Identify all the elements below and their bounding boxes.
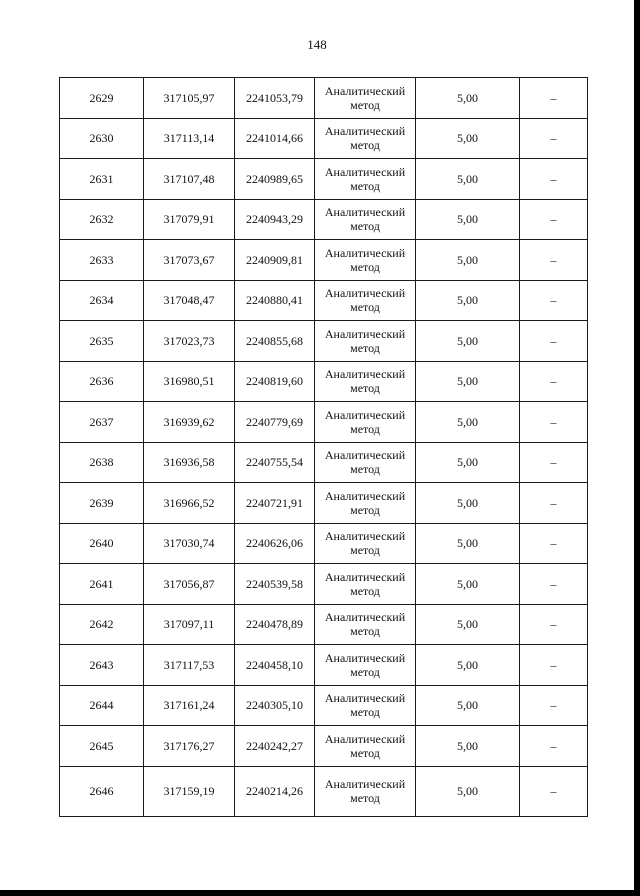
method-text: Аналитический метод: [324, 488, 406, 517]
method-cell: [315, 402, 416, 443]
note-cell: [520, 442, 588, 483]
x-coordinate-cell: [144, 361, 235, 402]
note-cell: [520, 402, 588, 443]
method-cell: [315, 321, 416, 362]
y-coordinate-text: 2240779,69: [246, 414, 303, 429]
table-row: [60, 645, 588, 686]
note-cell: [520, 483, 588, 524]
method-cell: [315, 361, 416, 402]
method-cell: [315, 159, 416, 200]
accuracy-cell: [416, 564, 520, 605]
y-coordinate-cell: [235, 442, 315, 483]
table-row: [60, 361, 588, 402]
table-row: [60, 321, 588, 362]
method-text: Аналитический метод: [324, 245, 406, 274]
method-cell: [315, 726, 416, 767]
method-cell: [315, 240, 416, 281]
point-number-text: 2634: [89, 293, 114, 308]
y-coordinate-text: 2240242,27: [246, 738, 303, 753]
note-text: –: [550, 657, 557, 672]
point-number-cell: [60, 199, 144, 240]
y-coordinate-cell: [235, 361, 315, 402]
table-row: [60, 564, 588, 605]
point-number-cell: [60, 240, 144, 281]
point-number-cell: [60, 442, 144, 483]
point-number-text: 2638: [89, 455, 114, 470]
accuracy-text: 5,00: [457, 495, 478, 510]
y-coordinate-cell: [235, 402, 315, 443]
x-coordinate-text: 317105,97: [163, 90, 215, 105]
accuracy-cell: [416, 361, 520, 402]
note-cell: [520, 604, 588, 645]
note-text: –: [550, 333, 557, 348]
y-coordinate-text: 2240880,41: [246, 293, 303, 308]
x-coordinate-text: 317176,27: [163, 738, 215, 753]
note-text: –: [550, 784, 557, 798]
point-number-cell: [60, 766, 144, 816]
accuracy-text: 5,00: [457, 576, 478, 591]
point-number-text: 2633: [89, 252, 114, 267]
method-text: Аналитический метод: [324, 367, 406, 396]
x-coordinate-cell: [144, 685, 235, 726]
y-coordinate-text: 2240458,10: [246, 657, 303, 672]
point-number-cell: [60, 78, 144, 119]
point-number-text: 2629: [89, 90, 114, 105]
point-number-cell: [60, 523, 144, 564]
y-coordinate-text: 2240214,26: [246, 784, 303, 798]
point-number-text: 2630: [89, 131, 114, 146]
y-coordinate-cell: [235, 604, 315, 645]
table-row: [60, 199, 588, 240]
point-number-text: 2631: [89, 171, 114, 186]
accuracy-text: 5,00: [457, 90, 478, 105]
y-coordinate-text: 2240478,89: [246, 617, 303, 632]
note-cell: [520, 280, 588, 321]
note-cell: [520, 240, 588, 281]
accuracy-cell: [416, 280, 520, 321]
point-number-cell: [60, 726, 144, 767]
point-number-cell: [60, 361, 144, 402]
x-coordinate-cell: [144, 199, 235, 240]
accuracy-text: 5,00: [457, 252, 478, 267]
y-coordinate-text: 2240943,29: [246, 212, 303, 227]
x-coordinate-cell: [144, 483, 235, 524]
y-coordinate-cell: [235, 523, 315, 564]
point-number-cell: [60, 321, 144, 362]
point-number-text: 2642: [89, 617, 114, 632]
x-coordinate-text: 316966,52: [163, 495, 215, 510]
x-coordinate-text: 317048,47: [163, 293, 215, 308]
note-cell: [520, 564, 588, 605]
x-coordinate-cell: [144, 523, 235, 564]
x-coordinate-cell: [144, 321, 235, 362]
table-row: [60, 240, 588, 281]
table-row: [60, 483, 588, 524]
x-coordinate-cell: [144, 442, 235, 483]
x-coordinate-text: 316980,51: [163, 374, 215, 389]
point-number-text: 2632: [89, 212, 114, 227]
accuracy-text: 5,00: [457, 131, 478, 146]
accuracy-cell: [416, 159, 520, 200]
note-text: –: [550, 131, 557, 146]
x-coordinate-text: 317159,19: [163, 784, 215, 798]
accuracy-text: 5,00: [457, 738, 478, 753]
method-cell: [315, 685, 416, 726]
x-coordinate-cell: [144, 645, 235, 686]
method-cell: [315, 645, 416, 686]
table-row: [60, 685, 588, 726]
x-coordinate-cell: [144, 726, 235, 767]
point-number-text: 2644: [89, 698, 114, 713]
method-text: Аналитический метод: [324, 731, 406, 760]
x-coordinate-cell: [144, 159, 235, 200]
accuracy-text: 5,00: [457, 455, 478, 470]
accuracy-cell: [416, 483, 520, 524]
method-text: Аналитический метод: [324, 407, 406, 436]
accuracy-text: 5,00: [457, 293, 478, 308]
note-cell: [520, 321, 588, 362]
accuracy-text: 5,00: [457, 536, 478, 551]
method-cell: [315, 280, 416, 321]
table-row: [60, 442, 588, 483]
point-number-text: 2645: [89, 738, 114, 753]
point-number-text: 2636: [89, 374, 114, 389]
note-cell: [520, 199, 588, 240]
accuracy-text: 5,00: [457, 171, 478, 186]
table-row: [60, 402, 588, 443]
y-coordinate-cell: [235, 159, 315, 200]
note-cell: [520, 118, 588, 159]
note-text: –: [550, 212, 557, 227]
accuracy-cell: [416, 442, 520, 483]
x-coordinate-text: 317079,91: [163, 212, 215, 227]
accuracy-text: 5,00: [457, 333, 478, 348]
x-coordinate-text: 316936,58: [163, 455, 215, 470]
note-cell: [520, 766, 588, 816]
y-coordinate-cell: [235, 321, 315, 362]
coordinates-table-body: [60, 78, 588, 817]
y-coordinate-cell: [235, 645, 315, 686]
note-text: –: [550, 738, 557, 753]
table-row: [60, 523, 588, 564]
method-text: Аналитический метод: [324, 83, 406, 112]
accuracy-cell: [416, 604, 520, 645]
note-text: –: [550, 495, 557, 510]
accuracy-cell: [416, 402, 520, 443]
x-coordinate-text: 317117,53: [163, 657, 215, 672]
note-text: –: [550, 414, 557, 429]
point-number-cell: [60, 564, 144, 605]
x-coordinate-text: 317023,73: [163, 333, 215, 348]
accuracy-cell: [416, 118, 520, 159]
x-coordinate-text: 317097,11: [163, 617, 215, 632]
accuracy-text: 5,00: [457, 657, 478, 672]
x-coordinate-text: 317107,48: [163, 171, 215, 186]
accuracy-cell: [416, 523, 520, 564]
note-cell: [520, 726, 588, 767]
y-coordinate-text: 2240989,65: [246, 171, 303, 186]
y-coordinate-text: 2241053,79: [246, 90, 303, 105]
accuracy-text: 5,00: [457, 414, 478, 429]
note-text: –: [550, 617, 557, 632]
x-coordinate-cell: [144, 78, 235, 119]
note-text: –: [550, 90, 557, 105]
method-cell: [315, 442, 416, 483]
method-cell: [315, 118, 416, 159]
table-row: [60, 159, 588, 200]
accuracy-cell: [416, 685, 520, 726]
method-text: Аналитический метод: [324, 164, 406, 193]
accuracy-cell: [416, 645, 520, 686]
method-cell: [315, 523, 416, 564]
accuracy-cell: [416, 78, 520, 119]
point-number-text: 2641: [89, 576, 114, 591]
note-cell: [520, 159, 588, 200]
method-cell: [315, 78, 416, 119]
table-row: [60, 118, 588, 159]
note-cell: [520, 685, 588, 726]
note-cell: [520, 361, 588, 402]
x-coordinate-cell: [144, 118, 235, 159]
accuracy-text: 5,00: [457, 784, 478, 798]
method-cell: [315, 604, 416, 645]
x-coordinate-cell: [144, 766, 235, 816]
x-coordinate-cell: [144, 604, 235, 645]
method-text: Аналитический метод: [324, 569, 406, 598]
x-coordinate-text: 317161,24: [163, 698, 215, 713]
accuracy-text: 5,00: [457, 374, 478, 389]
y-coordinate-cell: [235, 564, 315, 605]
accuracy-cell: [416, 766, 520, 816]
point-number-cell: [60, 280, 144, 321]
y-coordinate-text: 2240755,54: [246, 455, 303, 470]
accuracy-cell: [416, 199, 520, 240]
y-coordinate-text: 2240626,06: [246, 536, 303, 551]
accuracy-cell: [416, 726, 520, 767]
x-coordinate-text: 317030,74: [163, 536, 215, 551]
point-number-cell: [60, 483, 144, 524]
accuracy-cell: [416, 240, 520, 281]
method-text: Аналитический метод: [324, 529, 406, 558]
x-coordinate-cell: [144, 402, 235, 443]
y-coordinate-cell: [235, 280, 315, 321]
point-number-text: 2639: [89, 495, 114, 510]
point-number-text: 2646: [89, 784, 114, 798]
y-coordinate-cell: [235, 240, 315, 281]
accuracy-text: 5,00: [457, 212, 478, 227]
point-number-cell: [60, 685, 144, 726]
note-cell: [520, 523, 588, 564]
x-coordinate-text: 317073,67: [163, 252, 215, 267]
method-text: Аналитический метод: [324, 286, 406, 315]
coordinates-table: [59, 77, 588, 817]
accuracy-cell: [416, 321, 520, 362]
note-text: –: [550, 455, 557, 470]
note-text: –: [550, 536, 557, 551]
x-coordinate-text: 316939,62: [163, 414, 215, 429]
method-text: Аналитический метод: [324, 777, 406, 805]
point-number-text: 2637: [89, 414, 114, 429]
point-number-text: 2640: [89, 536, 114, 551]
x-coordinate-text: 317056,87: [163, 576, 215, 591]
page-number: 148: [307, 37, 327, 52]
note-text: –: [550, 576, 557, 591]
x-coordinate-cell: [144, 240, 235, 281]
note-cell: [520, 78, 588, 119]
x-coordinate-cell: [144, 564, 235, 605]
note-text: –: [550, 293, 557, 308]
point-number-cell: [60, 159, 144, 200]
point-number-text: 2643: [89, 657, 114, 672]
method-cell: [315, 483, 416, 524]
method-cell: [315, 766, 416, 816]
method-text: Аналитический метод: [324, 610, 406, 639]
table-row: [60, 78, 588, 119]
note-text: –: [550, 171, 557, 186]
method-text: Аналитический метод: [324, 448, 406, 477]
y-coordinate-cell: [235, 685, 315, 726]
y-coordinate-text: 2240819,60: [246, 374, 303, 389]
method-cell: [315, 564, 416, 605]
y-coordinate-cell: [235, 199, 315, 240]
table-row: [60, 604, 588, 645]
y-coordinate-cell: [235, 78, 315, 119]
y-coordinate-text: 2240721,91: [246, 495, 303, 510]
y-coordinate-text: 2240305,10: [246, 698, 303, 713]
point-number-cell: [60, 402, 144, 443]
note-text: –: [550, 252, 557, 267]
note-text: –: [550, 374, 557, 389]
method-text: Аналитический метод: [324, 691, 406, 720]
note-cell: [520, 645, 588, 686]
method-text: Аналитический метод: [324, 124, 406, 153]
y-coordinate-cell: [235, 483, 315, 524]
y-coordinate-cell: [235, 766, 315, 816]
x-coordinate-text: 317113,14: [163, 131, 215, 146]
table-row: [60, 726, 588, 767]
accuracy-text: 5,00: [457, 698, 478, 713]
point-number-cell: [60, 118, 144, 159]
note-text: –: [550, 698, 557, 713]
accuracy-text: 5,00: [457, 617, 478, 632]
y-coordinate-text: 2240909,81: [246, 252, 303, 267]
point-number-cell: [60, 604, 144, 645]
y-coordinate-text: 2240539,58: [246, 576, 303, 591]
point-number-text: 2635: [89, 333, 114, 348]
method-text: Аналитический метод: [324, 205, 406, 234]
table-row: [60, 280, 588, 321]
method-cell: [315, 199, 416, 240]
y-coordinate-text: 2241014,66: [246, 131, 303, 146]
y-coordinate-text: 2240855,68: [246, 333, 303, 348]
method-text: Аналитический метод: [324, 326, 406, 355]
method-text: Аналитический метод: [324, 650, 406, 679]
y-coordinate-cell: [235, 118, 315, 159]
table-row: [60, 766, 588, 816]
x-coordinate-cell: [144, 280, 235, 321]
point-number-cell: [60, 645, 144, 686]
y-coordinate-cell: [235, 726, 315, 767]
